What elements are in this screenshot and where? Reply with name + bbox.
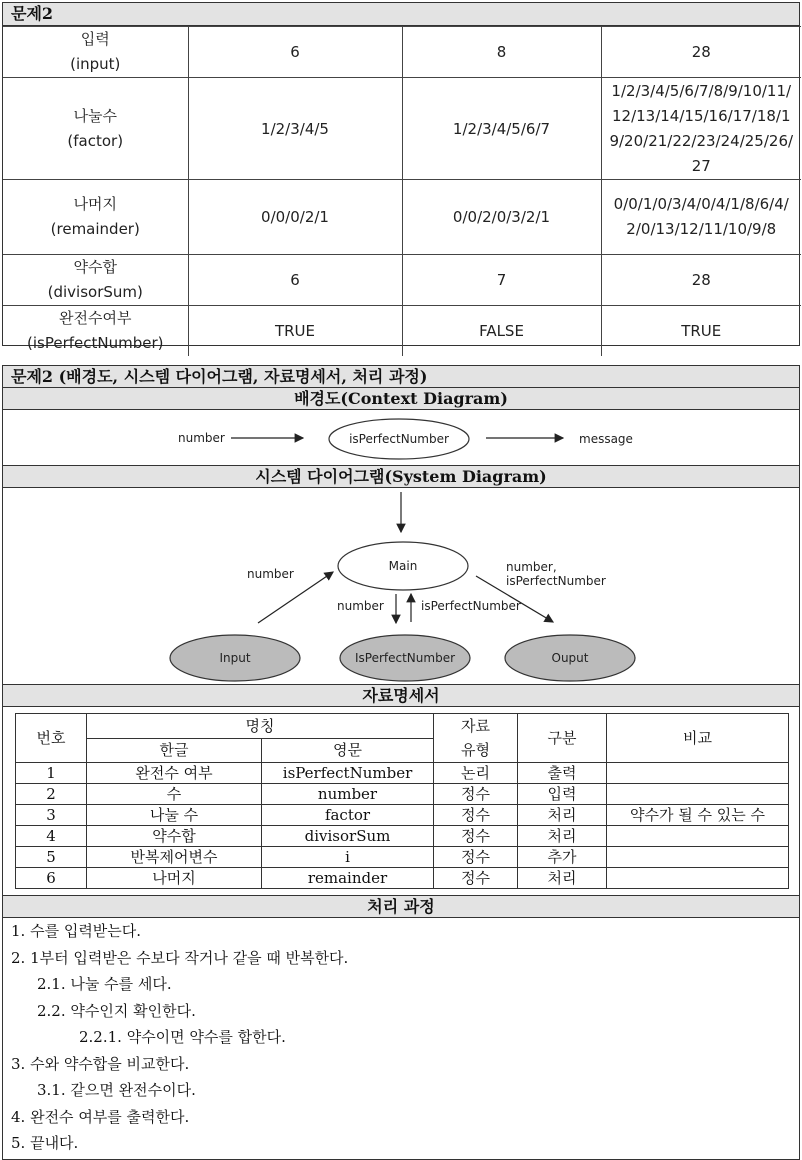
- problem-table: [2, 2, 800, 352]
- cell: 1/2/3/4/5/6/7: [402, 78, 601, 180]
- dictionary-table: [15, 713, 789, 889]
- cell: 나눌 수: [87, 805, 262, 826]
- cell: [607, 847, 789, 868]
- cell: [607, 763, 789, 784]
- cell: 처리: [518, 826, 607, 847]
- process-step: 2.2. 약수인지 확인한다.: [37, 1001, 196, 1020]
- cell: 1/2/3/4/5: [188, 78, 402, 180]
- process-step: 3. 수와 약수합을 비교한다.: [11, 1054, 190, 1073]
- problem-table-title: 문제2: [3, 3, 799, 26]
- process-step: 2. 1부터 입력받은 수보다 작거나 같을 때 반복한다.: [11, 948, 349, 967]
- cell: 수: [87, 784, 262, 805]
- cell: 완전수 여부: [87, 763, 262, 784]
- table-row: [16, 763, 789, 784]
- cell: remainder: [262, 868, 434, 889]
- process-steps: [3, 918, 799, 1157]
- cell: 약수합: [87, 826, 262, 847]
- cell: 28: [601, 27, 801, 78]
- cell: 0/0/1/0/3/4/0/4/1/8/6/4/2/0/13/12/11/10/9/8: [601, 180, 801, 255]
- dictionary-heading: 자료명세서: [3, 685, 799, 707]
- cell: 0/0/0/2/1: [188, 180, 402, 255]
- process-step: 2.2.1. 약수이면 약수를 합한다.: [79, 1028, 286, 1046]
- context-output-label: message: [579, 432, 633, 446]
- table-row: [16, 826, 789, 847]
- cell: 정수: [434, 784, 518, 805]
- process-step: 5. 끝내다.: [11, 1134, 79, 1152]
- cell: 처리: [518, 805, 607, 826]
- system-diagram: [3, 488, 799, 685]
- cell: 약수가 될 수 있는 수: [607, 805, 789, 826]
- cell: number: [262, 784, 434, 805]
- header-en: 영문: [262, 738, 434, 763]
- dictionary: [3, 707, 799, 896]
- cell: TRUE: [601, 306, 801, 357]
- table-row: [16, 805, 789, 826]
- header-type: 자료 유형: [434, 714, 518, 763]
- cell: FALSE: [402, 306, 601, 357]
- row-label: 나머지 (remainder): [3, 180, 188, 255]
- design-section: [2, 365, 800, 1160]
- header-name: 명칭: [87, 714, 434, 739]
- cell: 논리: [434, 763, 518, 784]
- cell: 1/2/3/4/5/6/7/8/9/10/11/12/13/14/15/16/17/18/19/20/21/22/23/24/25/26/27: [601, 78, 801, 180]
- cell: 1: [16, 763, 87, 784]
- table-row: [16, 868, 789, 889]
- system-down-label: number: [337, 599, 384, 613]
- table-row: [3, 78, 801, 180]
- context-heading: 배경도(Context Diagram): [3, 388, 799, 410]
- cell: 6: [188, 27, 402, 78]
- cell: i: [262, 847, 434, 868]
- output-module-label: Ouput: [551, 651, 589, 665]
- table-row: [16, 784, 789, 805]
- cell: 정수: [434, 847, 518, 868]
- cell: 3: [16, 805, 87, 826]
- cell: 추가: [518, 847, 607, 868]
- input-module-label: Input: [219, 651, 251, 665]
- table-row: [3, 255, 801, 306]
- context-input-label: number: [178, 431, 225, 445]
- cell: 4: [16, 826, 87, 847]
- cell: 나머지: [87, 868, 262, 889]
- cell: 입력: [518, 784, 607, 805]
- process-step: 2.1. 나눌 수를 세다.: [37, 975, 172, 993]
- row-label: 약수합 (divisorSum): [3, 255, 188, 306]
- process-step: 1. 수를 입력받는다.: [11, 922, 142, 940]
- cell: 6: [16, 868, 87, 889]
- header-kind: 구분: [518, 714, 607, 763]
- process-step: 3.1. 같으면 완전수이다.: [37, 1081, 196, 1099]
- cell: 0/0/2/0/3/2/1: [402, 180, 601, 255]
- system-heading: 시스템 다이어그램(System Diagram): [3, 466, 799, 488]
- cell: [607, 784, 789, 805]
- context-diagram: [3, 410, 799, 466]
- cell: 처리: [518, 868, 607, 889]
- cell: isPerfectNumber: [262, 763, 434, 784]
- cell: 5: [16, 847, 87, 868]
- cell: 8: [402, 27, 601, 78]
- cell: 2: [16, 784, 87, 805]
- cell: 출력: [518, 763, 607, 784]
- process-step: 4. 완전수 여부를 출력한다.: [11, 1107, 190, 1126]
- header-ko: 한글: [87, 738, 262, 763]
- table-row: [3, 27, 801, 78]
- header-no: 번호: [16, 714, 87, 763]
- main-label: Main: [388, 559, 418, 573]
- perfect-module-label: IsPerfectNumber: [354, 651, 456, 665]
- cell: 정수: [434, 868, 518, 889]
- table-row: [16, 847, 789, 868]
- table-row: [3, 180, 801, 255]
- cell: 정수: [434, 805, 518, 826]
- cell: 28: [601, 255, 801, 306]
- system-left-label: number: [247, 567, 294, 581]
- cell: divisorSum: [262, 826, 434, 847]
- row-label: 입력 (input): [3, 27, 188, 78]
- cell: [607, 868, 789, 889]
- cell: TRUE: [188, 306, 402, 357]
- context-process-label: isPerfectNumber: [349, 432, 449, 446]
- system-right-label-1: number,: [506, 560, 557, 574]
- table-header-row: [16, 714, 789, 739]
- header-note: 비교: [607, 714, 789, 763]
- process-heading: 처리 과정: [3, 896, 799, 918]
- table-row: [3, 306, 801, 357]
- cell: 7: [402, 255, 601, 306]
- system-right-label-2: isPerfectNumber: [506, 574, 606, 588]
- cell: [607, 826, 789, 847]
- cell: 반복제어변수: [87, 847, 262, 868]
- cell: 정수: [434, 826, 518, 847]
- row-label: 완전수여부 (isPerfectNumber): [3, 306, 188, 357]
- cell: 6: [188, 255, 402, 306]
- problem-grid: [3, 26, 801, 356]
- cell: factor: [262, 805, 434, 826]
- system-up-label: isPerfectNumber: [421, 599, 521, 613]
- row-label: 나눌수 (factor): [3, 78, 188, 180]
- section-title: 문제2 (배경도, 시스템 다이어그램, 자료명세서, 처리 과정): [3, 366, 799, 388]
